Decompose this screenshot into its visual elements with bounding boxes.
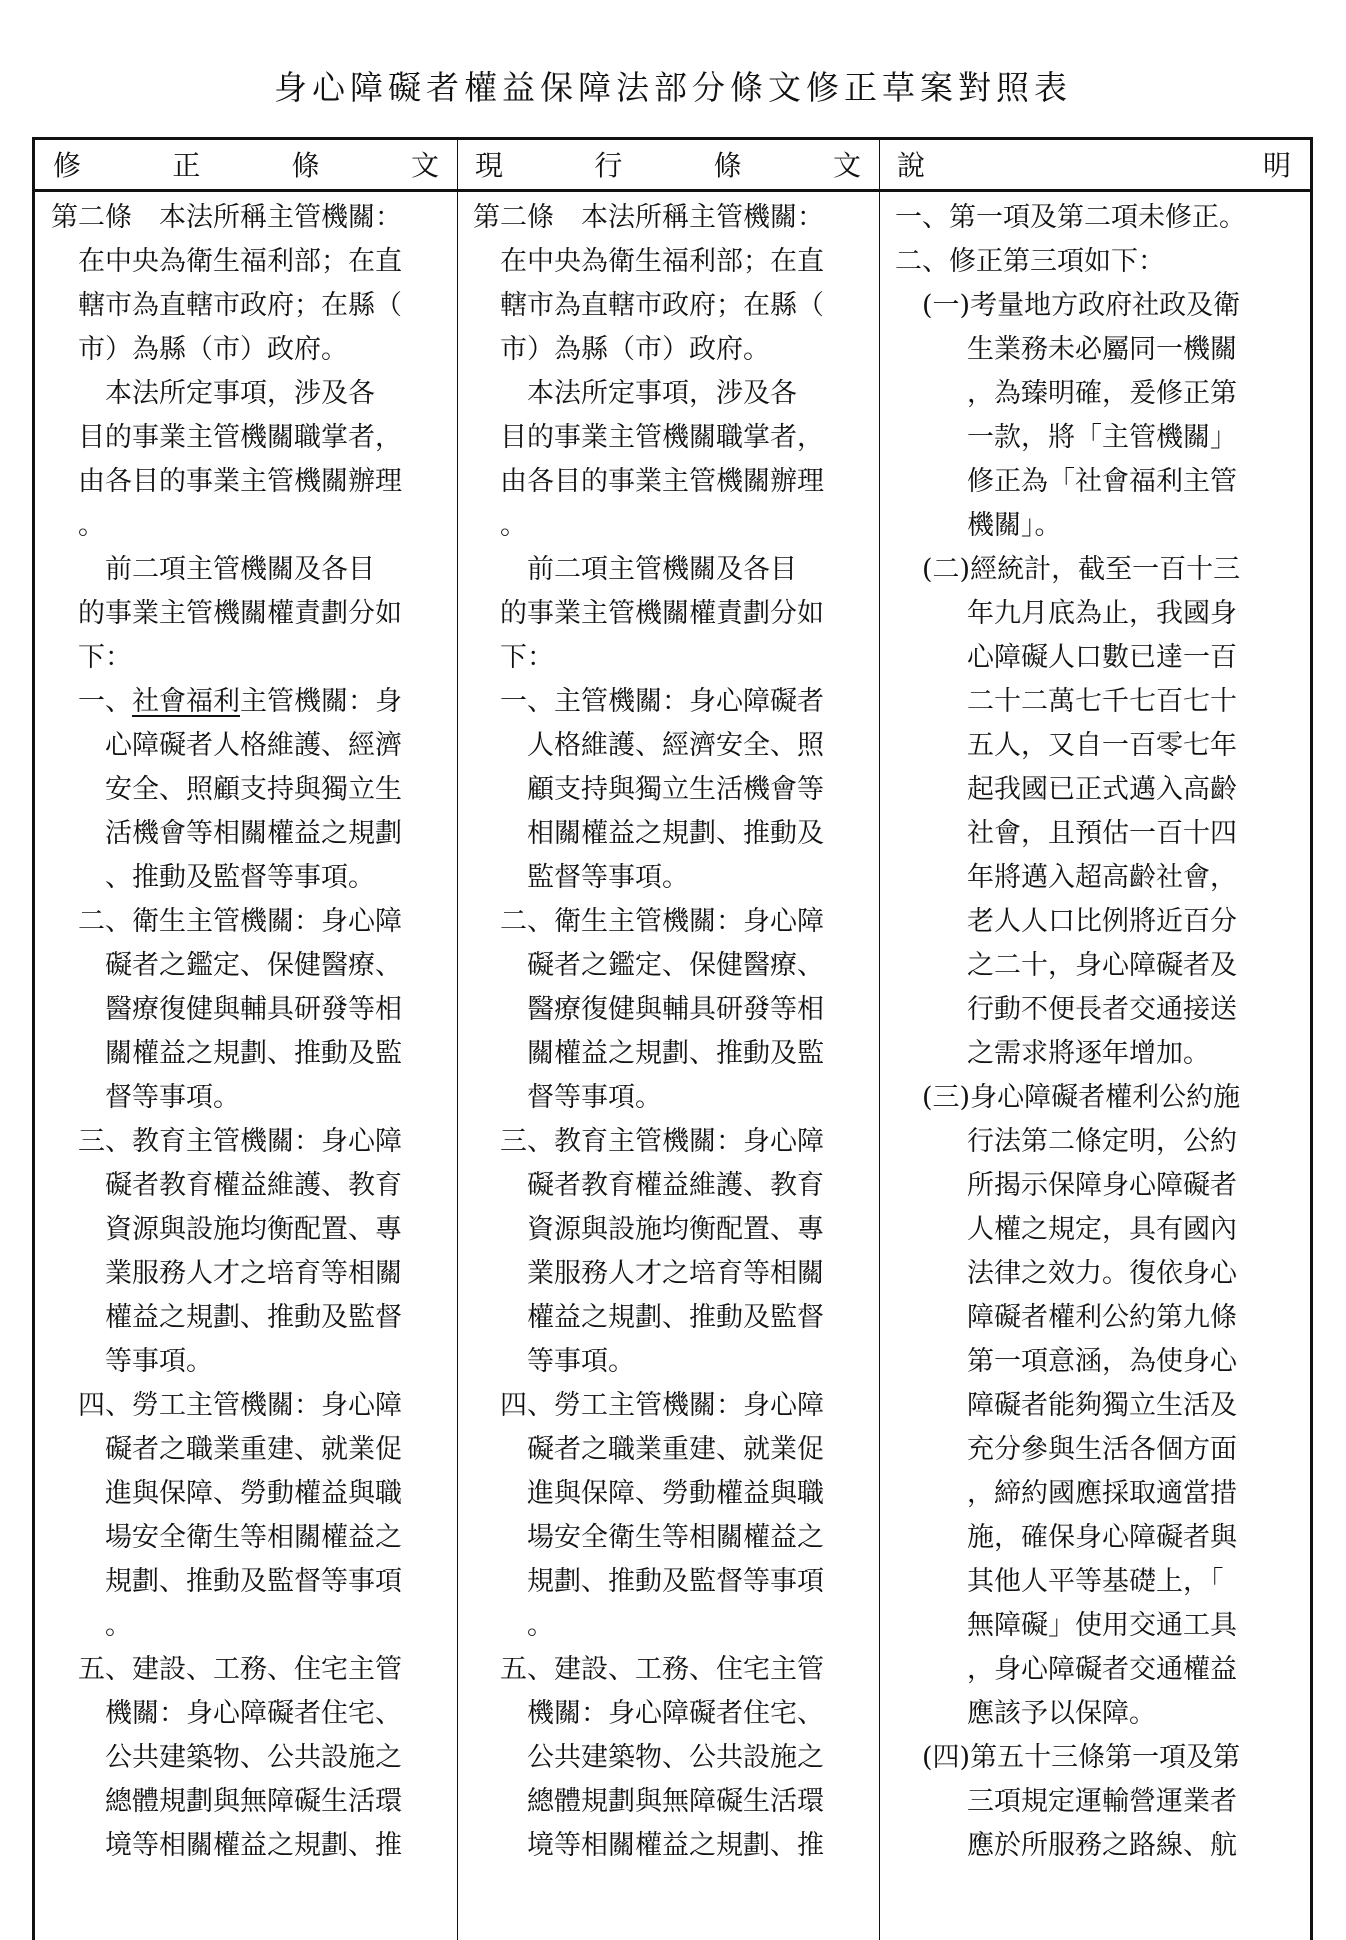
text-line: 活機會等相關權益之規劃 xyxy=(105,818,402,849)
header-char: 條 xyxy=(713,149,742,182)
text-line: 五、建設、工務、住宅主管 xyxy=(78,1654,402,1685)
text-line: 場安全衛生等相關權益之 xyxy=(105,1522,402,1553)
text-line: 人格維護、經濟安全、照 xyxy=(527,730,824,761)
text-line: 二、修正第三項如下： xyxy=(895,246,1165,277)
text-line: (三)身心障礙者權利公約施 xyxy=(922,1082,1241,1113)
text-line: 障礙者能夠獨立生活及 xyxy=(967,1390,1237,1421)
text-line: 的事業主管機關權責劃分如 xyxy=(78,598,402,629)
header-char: 明 xyxy=(1262,149,1291,182)
text-line: 顧支持與獨立生活機會等 xyxy=(527,774,824,805)
text-line: 年九月底為止，我國身 xyxy=(967,598,1237,629)
column-divider xyxy=(457,140,458,1940)
text-line: 應該予以保障。 xyxy=(967,1698,1156,1729)
text-line: 礙者之職業重建、就業促 xyxy=(105,1434,402,1465)
text-line: 一、主管機關：身心障礙者 xyxy=(500,686,824,717)
text-line: ，為臻明確，爰修正第 xyxy=(967,378,1237,409)
text-line: 充分參與生活各個方面 xyxy=(967,1434,1237,1465)
table-header-row xyxy=(35,140,1310,192)
text-line: 施，確保身心障礙者與 xyxy=(967,1522,1237,1553)
text-line: 業服務人才之培育等相關 xyxy=(105,1258,402,1289)
text-line: 。 xyxy=(105,1610,132,1641)
text-line: 二、衛生主管機關：身心障 xyxy=(500,906,824,937)
column-divider xyxy=(879,140,880,1940)
text-line: 五人，又自一百零七年 xyxy=(967,730,1237,761)
text-line: 由各目的事業主管機關辦理 xyxy=(500,466,824,497)
text-line: (二)經統計，截至一百十三 xyxy=(922,554,1241,585)
text-line: 老人人口比例將近百分 xyxy=(967,906,1237,937)
line-prefix: 一、 xyxy=(78,686,132,717)
text-line: 權益之規劃、推動及監督 xyxy=(527,1302,824,1333)
text-line: 相關權益之規劃、推動及 xyxy=(527,818,824,849)
text-line: 行法第二條定明，公約 xyxy=(967,1126,1237,1157)
text-line: 目的事業主管機關職掌者， xyxy=(500,422,824,453)
comparison-table xyxy=(32,137,1313,1940)
text-line: 在中央為衛生福利部；在直 xyxy=(78,246,402,277)
text-line: 權益之規劃、推動及監督 xyxy=(105,1302,402,1333)
text-line: 四、勞工主管機關：身心障 xyxy=(500,1390,824,1421)
text-line: 礙者之鑑定、保健醫療、 xyxy=(527,950,824,981)
amended-articles-column xyxy=(51,196,451,1868)
text-line: 人權之規定，具有國內 xyxy=(967,1214,1237,1245)
text-line: 市）為縣（市）政府。 xyxy=(500,334,770,365)
text-line: 資源與設施均衡配置、專 xyxy=(527,1214,824,1245)
text-line: 醫療復健與輔具研發等相 xyxy=(105,994,402,1025)
text-line: 礙者之鑑定、保健醫療、 xyxy=(105,950,402,981)
text-line: 二、衛生主管機關：身心障 xyxy=(78,906,402,937)
text-line: 下： xyxy=(78,642,132,673)
text-line: 下： xyxy=(500,642,554,673)
text-line: 公共建築物、公共設施之 xyxy=(527,1742,824,1773)
header-char: 行 xyxy=(594,149,623,182)
header-char: 正 xyxy=(172,149,201,182)
text-line: 在中央為衛生福利部；在直 xyxy=(500,246,824,277)
explanation-column xyxy=(895,196,1305,1868)
text-line: 礙者教育權益維護、教育 xyxy=(105,1170,402,1201)
text-line: 三、教育主管機關：身心障 xyxy=(500,1126,824,1157)
text-line: 其他人平等基礎上，「 xyxy=(967,1566,1224,1597)
text-line: 督等事項。 xyxy=(527,1082,662,1113)
text-line: 醫療復健與輔具研發等相 xyxy=(527,994,824,1025)
text-line: 境等相關權益之規劃、推 xyxy=(105,1830,402,1861)
amended-text-underline: 社會福利 xyxy=(132,686,240,717)
text-line: 機關」。 xyxy=(967,510,1062,541)
text-line: 之二十，身心障礙者及 xyxy=(967,950,1237,981)
text-line: 的事業主管機關權責劃分如 xyxy=(500,598,824,629)
text-line: 之需求將逐年增加。 xyxy=(967,1038,1210,1069)
text-line: 安全、照顧支持與獨立生 xyxy=(105,774,402,805)
text-line: 本法所定事項，涉及各 xyxy=(500,378,797,409)
text-line: 等事項。 xyxy=(105,1346,213,1377)
text-line: 市）為縣（市）政府。 xyxy=(78,334,348,365)
text-line: 轄市為直轄市政府；在縣（ xyxy=(500,290,824,321)
text-line: 第二條 本法所稱主管機關： xyxy=(51,202,402,233)
text-line: 境等相關權益之規劃、推 xyxy=(527,1830,824,1861)
text-line: 機關：身心障礙者住宅、 xyxy=(105,1698,402,1729)
text-line: 場安全衛生等相關權益之 xyxy=(527,1522,824,1553)
text-line: 起我國已正式邁入高齡 xyxy=(967,774,1237,805)
text-line: 規劃、推動及監督等事項 xyxy=(527,1566,824,1597)
text-line: 修正為「社會福利主管 xyxy=(967,466,1237,497)
text-line: 轄市為直轄市政府；在縣（ xyxy=(78,290,402,321)
text-line: 心障礙者人格維護、經濟 xyxy=(105,730,402,761)
text-line: 四、勞工主管機關：身心障 xyxy=(78,1390,402,1421)
text-line: (四)第五十三條第一項及第 xyxy=(922,1742,1241,1773)
header-char: 文 xyxy=(832,149,861,182)
text-line: (一)考量地方政府社政及衛 xyxy=(922,290,1241,321)
header-explanation xyxy=(897,148,1291,184)
text-line: 機關：身心障礙者住宅、 xyxy=(527,1698,824,1729)
text-line: 心障礙人口數已達一百 xyxy=(967,642,1237,673)
text-line: 三項規定運輸營運業者 xyxy=(967,1786,1237,1817)
current-articles-column xyxy=(473,196,873,1868)
text-line: 三、教育主管機關：身心障 xyxy=(78,1126,402,1157)
header-char: 現 xyxy=(475,149,504,182)
header-char: 說 xyxy=(897,149,926,182)
text-line: 社會，且預估一百十四 xyxy=(967,818,1237,849)
text-line: 一、第一項及第二項未修正。 xyxy=(895,202,1246,233)
text-line: 監督等事項。 xyxy=(527,862,689,893)
text-line: 一款，將「主管機關」 xyxy=(967,422,1237,453)
text-line: 總體規劃與無障礙生活環 xyxy=(105,1786,402,1817)
text-line: 二十二萬七千七百七十 xyxy=(967,686,1237,717)
text-line: 本法所定事項，涉及各 xyxy=(78,378,375,409)
text-line: 礙者之職業重建、就業促 xyxy=(527,1434,824,1465)
header-current-articles xyxy=(475,148,861,184)
text-line: 應於所服務之路線、航 xyxy=(967,1830,1237,1861)
text-line: 目的事業主管機關職掌者， xyxy=(78,422,402,453)
text-line: 、推動及監督等事項。 xyxy=(105,862,375,893)
text-line: 進與保障、勞動權益與職 xyxy=(527,1478,824,1509)
text-line: 。 xyxy=(500,510,527,541)
line-rest: 主管機關：身 xyxy=(240,686,402,717)
text-line: 進與保障、勞動權益與職 xyxy=(105,1478,402,1509)
text-line: 關權益之規劃、推動及監 xyxy=(527,1038,824,1069)
text-line: 規劃、推動及監督等事項 xyxy=(105,1566,402,1597)
header-amended-articles xyxy=(53,148,439,184)
text-line: 由各目的事業主管機關辦理 xyxy=(78,466,402,497)
text-line: 礙者教育權益維護、教育 xyxy=(527,1170,824,1201)
text-line: 總體規劃與無障礙生活環 xyxy=(527,1786,824,1817)
text-line: 法律之效力。復依身心 xyxy=(967,1258,1237,1289)
text-line: 關權益之規劃、推動及監 xyxy=(105,1038,402,1069)
header-char: 文 xyxy=(410,149,439,182)
text-line: 。 xyxy=(527,1610,554,1641)
page-title: 身心障礙者權益保障法部分條文修正草案對照表 xyxy=(274,68,1072,107)
text-line: 等事項。 xyxy=(527,1346,635,1377)
text-line: 無障礙」使用交通工具 xyxy=(967,1610,1237,1641)
text-line: 生業務未必屬同一機關 xyxy=(967,334,1237,365)
text-line: 公共建築物、公共設施之 xyxy=(105,1742,402,1773)
text-line: 前二項主管機關及各目 xyxy=(78,554,375,585)
header-char: 條 xyxy=(291,149,320,182)
text-line: 第一項意涵，為使身心 xyxy=(967,1346,1237,1377)
text-line: 業服務人才之培育等相關 xyxy=(527,1258,824,1289)
text-line: 年將邁入超高齡社會， xyxy=(967,862,1237,893)
text-line: ，締約國應採取適當措 xyxy=(967,1478,1237,1509)
header-char: 修 xyxy=(53,149,82,182)
text-line: 。 xyxy=(78,510,105,541)
text-line: ，身心障礙者交通權益 xyxy=(967,1654,1237,1685)
text-line: 前二項主管機關及各目 xyxy=(500,554,797,585)
text-line: 障礙者權利公約第九條 xyxy=(967,1302,1237,1333)
text-line: 五、建設、工務、住宅主管 xyxy=(500,1654,824,1685)
text-line: 資源與設施均衡配置、專 xyxy=(105,1214,402,1245)
text-line xyxy=(51,680,451,724)
text-line: 所揭示保障身心障礙者 xyxy=(967,1170,1237,1201)
text-line: 督等事項。 xyxy=(105,1082,240,1113)
text-line: 行動不便長者交通接送 xyxy=(967,994,1237,1025)
text-line: 第二條 本法所稱主管機關： xyxy=(473,202,824,233)
